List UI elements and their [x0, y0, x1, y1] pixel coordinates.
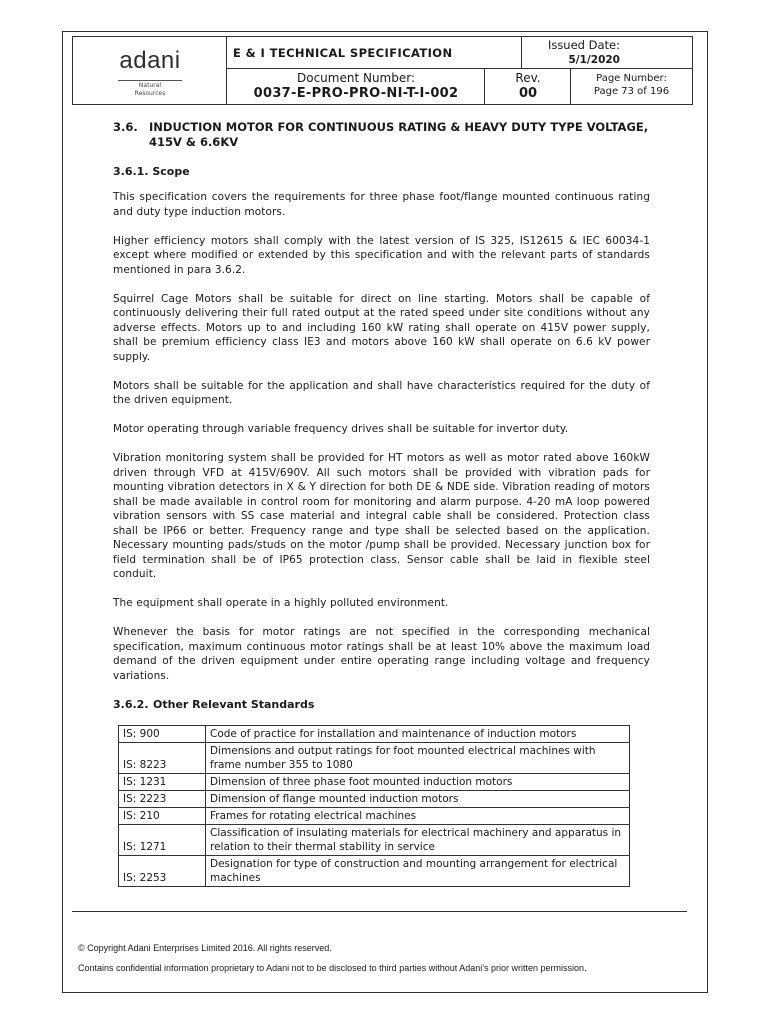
table-row — [119, 808, 630, 825]
document-number-cell — [227, 69, 485, 104]
standard-code: IS: 2253 — [119, 856, 206, 887]
confidentiality-notice: Contains confidential information proprietary to Adani not to be disclosed to third parties without Adani's prior written permission. — [78, 963, 587, 973]
table-row — [119, 774, 630, 791]
standard-description: Dimension of three phase foot mounted induction motors — [206, 774, 630, 791]
logo-sub-line1: Natural — [138, 82, 162, 89]
paragraph: Motors shall be suitable for the application and shall have characteristics required for the duty of the driven equipment. — [113, 379, 650, 406]
issued-date-cell — [521, 37, 692, 69]
document-number-value: 0037-E-PRO-PRO-NI-T-I-002 — [253, 86, 459, 101]
standards-heading — [113, 698, 650, 711]
section-title: INDUCTION MOTOR FOR CONTINUOUS RATING & HEAVY DUTY TYPE VOLTAGE, 415V & 6.6KV — [149, 120, 649, 149]
standards-number: 3.6.2. — [113, 698, 149, 711]
standards-table — [118, 725, 630, 887]
section-content — [113, 120, 650, 723]
page-number-cell — [571, 69, 692, 104]
paragraph: Squirrel Cage Motors shall be suitable for direct on line starting. Motors shall be capable of continuously delivering their full rated output at the rated speed under site conditions without any adverse effects. Motors up to and including 160 kW rating shall operate on 415V power supply, shall be premium efficiency class IE3 and motors above 160 kW shall operate on 6.6 kV power supply. — [113, 292, 650, 363]
standard-description: Designation for type of construction and mounting arrangement for electrical machines — [206, 856, 630, 887]
paragraph: Whenever the basis for motor ratings are not specified in the corresponding mechanical specification, maximum continuous motor ratings shall be at least 10% above the maximum load demand of the driven equipment under entire operating range including voltage and frequency variations. — [113, 626, 650, 682]
page-number-value: Page 73 of 196 — [593, 86, 670, 97]
copyright-notice: © Copyright Adani Enterprises Limited 2016. All rights reserved. — [78, 943, 332, 953]
standards-title: Other Relevant Standards — [153, 698, 315, 711]
logo-sub-line2: Resources — [134, 90, 166, 97]
table-row — [119, 726, 630, 743]
paragraph: Motor operating through variable frequency drives shall be suitable for invertor duty. — [113, 423, 569, 435]
spec-title: E & I TECHNICAL SPECIFICATION — [233, 46, 453, 60]
standard-description: Dimension of flange mounted induction motors — [206, 791, 630, 808]
paragraph: Vibration monitoring system shall be provided for HT motors as well as motor rated above 160kW driven through VFD at 415V/690V. All such motors shall be provided with vibration pads for mounting vibration detectors in X & Y direction for both DE & NDE side. Vibration reading of motors shall be made available in control room for monitoring and alarm purpose. 4-20 mA loop powered vibration sensors with SS case material and integral cable shall be considered. Protection class shall be IP66 or better. Frequency range and type shall be selected based on the application. Necessary mounting pads/studs on the motor /pump shall be provided. Necessary junction box for field termination shall be of IP65 protection class. Sensor cable shall be laid in flexible steel conduit. — [113, 452, 650, 580]
document-number-label: Document Number: — [296, 71, 416, 85]
standard-code: IS: 1231 — [119, 774, 206, 791]
standard-code: IS: 1271 — [119, 825, 206, 856]
section-number: 3.6. — [113, 120, 138, 134]
standard-description: Classification of insulating materials for electrical machinery and apparatus in relation to their thermal stability in service — [206, 825, 630, 856]
paragraph: The equipment shall operate in a highly polluted environment. — [113, 597, 449, 609]
issued-date-value: 5/1/2020 — [568, 54, 620, 66]
scope-heading: 3.6.1. Scope — [113, 165, 190, 178]
adani-logo: adani — [119, 47, 181, 74]
table-row — [119, 856, 630, 887]
standard-description: Frames for rotating electrical machines — [206, 808, 630, 825]
paragraph: Higher efficiency motors shall comply with the latest version of IS 325, IS12615 & IEC 60034-1 except where modified or extended by this specification and with the relevant parts of standards mentioned in para 3.6.2. — [113, 234, 650, 276]
document-header — [72, 36, 693, 105]
table-row — [119, 743, 630, 774]
standard-description: Dimensions and output ratings for foot mounted electrical machines with frame number 355 to 1080 — [206, 743, 630, 774]
logo-divider — [118, 80, 182, 81]
logo-subtitle — [73, 82, 227, 98]
issued-date-label: Issued Date: — [547, 38, 620, 52]
table-row — [119, 825, 630, 856]
section-heading — [113, 120, 650, 150]
page-number-label: Page Number: — [596, 73, 667, 84]
standard-code: IS: 900 — [119, 726, 206, 743]
table-row — [119, 791, 630, 808]
revision-label: Rev. — [515, 71, 541, 85]
logo-cell — [73, 37, 227, 104]
revision-value: 00 — [518, 86, 538, 101]
standard-description: Code of practice for installation and maintenance of induction motors — [206, 726, 630, 743]
standard-code: IS: 8223 — [119, 743, 206, 774]
standard-code: IS: 2223 — [119, 791, 206, 808]
standard-code: IS: 210 — [119, 808, 206, 825]
paragraph: This specification covers the requirements for three phase foot/flange mounted continuous rating and duty type induction motors. — [113, 191, 650, 218]
footer-divider — [72, 911, 687, 912]
revision-cell — [485, 69, 571, 104]
